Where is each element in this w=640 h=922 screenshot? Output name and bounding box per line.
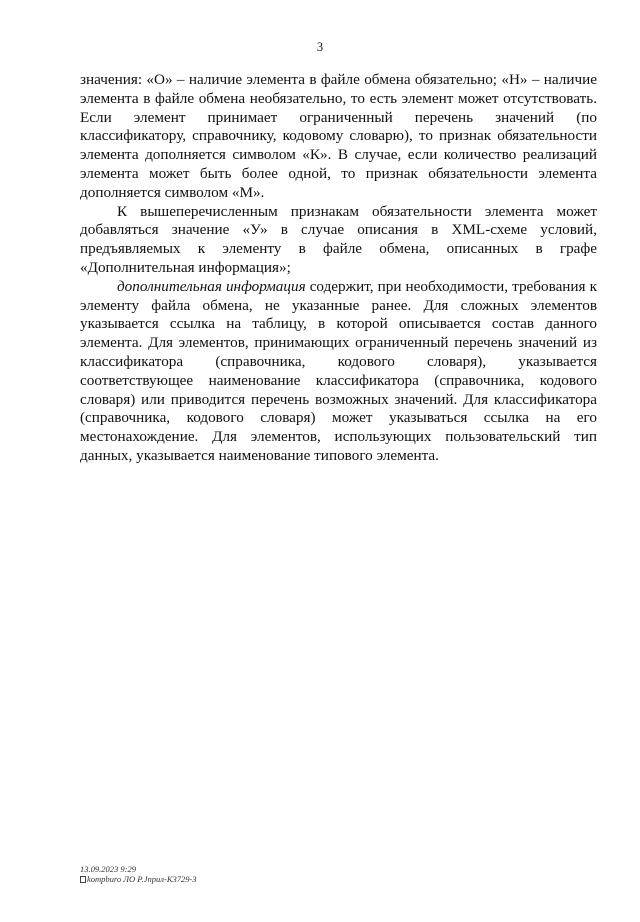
page-number: 3: [316, 40, 324, 54]
document-body: [80, 71, 597, 466]
document-icon: [80, 876, 86, 883]
footer-timestamp: 13.09.2023 9:29: [80, 864, 136, 874]
paragraph-additional-info-text: содержит, при необходимости, требования к элементу файла обмена, не указанные ранее. Для сложных элементов указывается ссылка на таблицу, в которой описывается состав данного элемента. Для элементов, принимающих ограниченный перечень значений из классификатора (справочника, кодового словаря), указывается соответствующее наименование классификатора (справочника, кодового словаря) или приводится перечень возможных значений. Для классификатора (справочника, кодового словаря) может указываться ссылка на его местонахождение. Для элементов, использующих пользовательский тип данных, указывается наименование типового элемента.: [80, 277, 597, 464]
paragraph-additional-info: [80, 278, 597, 466]
footer-file-path-line: [80, 874, 197, 884]
document-footer: [80, 864, 197, 884]
footer-file-path: kompburo ЛО Р.Jnpuл-К3729-3: [87, 874, 197, 884]
paragraph-xml-condition: К вышеперечисленным признакам обязательности элемента может добавляться значение «У» в случае описания в XML-схеме условий, предъявляемых к элементу в файле обмена, описанных в графе «Дополнительная информация»;: [80, 202, 597, 276]
paragraph-mandatory-values: значения: «О» – наличие элемента в файле обмена обязательно; «Н» – наличие элемента в файле обмена необязательно, то есть элемент может отсутствовать. Если элемент принимает ограниченный перечень значений (по классификатору, справочнику, кодовому словарю), то признак обязательности элемента дополняется символом «К». В случае, если количество реализаций элемента может быть более одной, то признак обязательности элемента дополняется символом «М».: [80, 71, 597, 201]
term-additional-info: дополнительная информация: [117, 277, 306, 295]
